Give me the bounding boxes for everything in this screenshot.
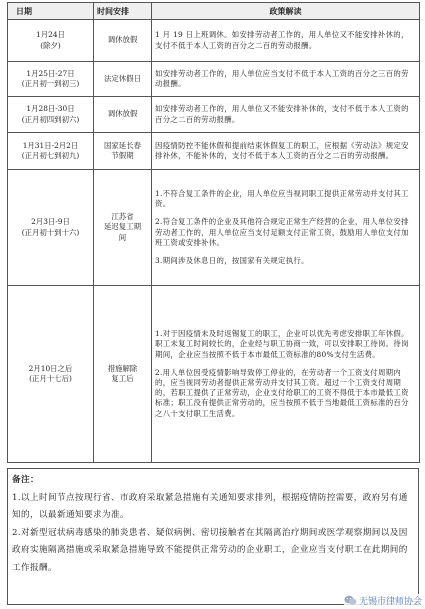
date-range: 2月10日之后 [28, 363, 73, 373]
date-lunar: (正月初四到初六) [21, 114, 80, 124]
date-lunar: (除夕) [40, 40, 61, 50]
arrangement-text: 节假期 [111, 151, 134, 160]
table-header-row [8, 3, 420, 20]
date-lunar: (正月初七到初九) [21, 151, 80, 160]
watermark-text: 无锡市律师协会 [358, 597, 422, 607]
table-row [8, 286, 420, 463]
policy-cell [152, 133, 420, 170]
wechat-icon [344, 595, 357, 606]
date-range: 1月24日 [36, 30, 65, 40]
date-range: 2月3日-9日 [31, 217, 70, 227]
policy-cell [152, 62, 420, 97]
policy-cell [152, 286, 420, 463]
arrangement-text: 措施解除 [107, 363, 138, 373]
note-item: 1.以上时间节点按现行省、市政府采取紧急措施有关通知要求排列，根据疫情防控需要，政府另有通知的，以最新通知要求为准。 [12, 492, 408, 520]
arrangement-text: 复工后 [111, 374, 134, 383]
date-range: 1月25日-27日 [26, 68, 75, 78]
arrangement-cell [94, 97, 152, 133]
arrangement-text: 江苏省 [111, 212, 134, 222]
policy-cell [152, 20, 420, 62]
date-lunar: (正月初一到初三) [21, 79, 80, 88]
policy-text: 3.期间涉及休息日的，按国家有关规定执行。 [155, 255, 309, 265]
date-cell [8, 62, 94, 97]
watermark [344, 594, 422, 607]
policy-cell [152, 170, 420, 286]
policy-text: 2.符合复工条件的企业及其他符合规定正常生产经营的企业，用人单位安排劳动者工作的，用人单位应当支付足额支付正常工资，鼓励用人单位支付加班工资或安排补休。 [155, 217, 409, 247]
policy-text: 1 月 19 日上班调休。如安排劳动者工作的，用人单位又不能安排补休的，支付不低于本人工资的百分之二百的劳动报酬。 [155, 30, 409, 50]
policy-table [7, 2, 420, 463]
date-lunar: (正月初十到十六) [21, 227, 80, 237]
arrangement-cell [94, 20, 152, 62]
date-range: 1月28日-30日 [26, 104, 75, 114]
table-row [8, 170, 420, 286]
notes-title: 备注： [12, 475, 39, 485]
policy-document [7, 2, 419, 605]
arrangement-cell [94, 62, 152, 97]
date-range: 1月31日-2月2日 [22, 140, 79, 150]
policy-cell [152, 97, 420, 133]
policy-text: 2.用人单位因受疫情影响导致停工停业的，在劳动者一个工资支付周期内的，应当视同劳动者提供正常劳动并支付其工资。超过一个工资支付周期的，若职工提供了正常劳动，企业支付给职工的工资不得低于本市最低工资标准；职工没有提供正常劳动的，应当按照不低于当地最低工资标准的百分之八十支付职工生活费。 [155, 367, 409, 418]
policy-text: 因疫情防控不能休假和提前结束休假复工的职工，应根据《劳动法》规定安排补休，不能补休的，支付不低于本人工资的百分之二百的劳动报酬。 [155, 140, 409, 160]
date-cell [8, 97, 94, 133]
arrangement-cell [94, 170, 152, 286]
arrangement-text: 间 [118, 232, 127, 242]
note-item: 2.对新型冠状病毒感染的肺炎患者、疑似病例、密切接触者在其隔离治疗期间或医学观察期间以及因政府实施隔离措施或采取紧急措施导致不能提供正常劳动的企业职工，企业应当支付职工在此期间的工作报酬。 [12, 527, 408, 573]
policy-text: 如安排劳动者工作的，用人单位应当支付不低于本人工资的百分之三百的劳动报酬。 [155, 68, 409, 88]
arrangement-text: 延迟复工期 [104, 222, 141, 232]
arrangement-cell [94, 133, 152, 170]
arrangement-text: 国家延长春 [104, 140, 141, 150]
header-arrangement: 时间安排 [94, 3, 152, 20]
notes-section [7, 468, 419, 605]
date-cell [8, 20, 94, 62]
header-date: 日期 [8, 3, 94, 20]
policy-text: 1.不符合复工条件的企业，用人单位应当视同职工提供正常劳动并支付其工资。 [155, 188, 409, 209]
date-cell [8, 133, 94, 170]
table-row [8, 62, 420, 97]
policy-text: 1.对于因疫情未及时返锡复工的职工，企业可以优先考虑安排职工年休假。职工未复工时间较长的，企业经与职工协商一致，可以安排职工待岗。待岗期间，企业应当按照不低于本市最低工资标准的80%支付生活费。 [155, 329, 409, 359]
date-cell [8, 286, 94, 463]
policy-text: 如安排劳动者工作的，用人单位又不能安排补休的，支付不低于本人工资的百分之二百的劳动报酬。 [155, 104, 409, 124]
date-lunar: (正月十七后) [29, 374, 72, 383]
table-row [8, 97, 420, 133]
arrangement-text: 法定休假日 [104, 73, 141, 83]
table-row [8, 133, 420, 170]
arrangement-text: 调休放假 [107, 35, 138, 45]
table-row [8, 20, 420, 62]
date-cell [8, 170, 94, 286]
arrangement-cell [94, 286, 152, 463]
arrangement-text: 调休放假 [107, 109, 138, 119]
header-policy: 政策解读 [152, 3, 420, 20]
